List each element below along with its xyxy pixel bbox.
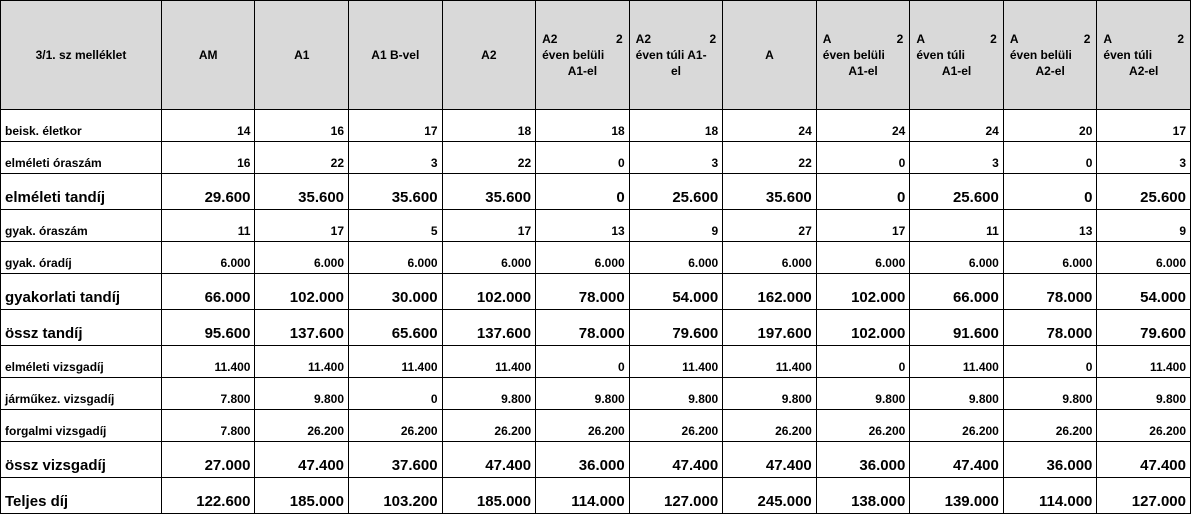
cell-value: 78.000 xyxy=(536,274,630,310)
cell-value: 35.600 xyxy=(723,174,817,210)
table-body xyxy=(1,110,1191,514)
column-header-mid: éven belüli xyxy=(542,48,605,62)
cell-value: 35.600 xyxy=(255,174,349,210)
column-header-line xyxy=(1103,31,1184,47)
cell-value: 17 xyxy=(442,210,536,242)
column-header-num: 2 xyxy=(1177,32,1184,46)
cell-value: 9 xyxy=(1097,210,1191,242)
column-header-top: A2 xyxy=(635,32,652,46)
column-header-line xyxy=(916,31,997,47)
cell-value: 47.400 xyxy=(629,442,723,478)
cell-value: 26.200 xyxy=(255,410,349,442)
cell-value: 79.600 xyxy=(629,310,723,346)
cell-value: 24 xyxy=(816,110,910,142)
cell-value: 17 xyxy=(816,210,910,242)
cell-value: 36.000 xyxy=(1003,442,1097,478)
cell-value: 78.000 xyxy=(1003,310,1097,346)
cell-value: 0 xyxy=(536,174,630,210)
cell-value: 137.600 xyxy=(255,310,349,346)
column-header xyxy=(723,1,817,110)
cell-value: 35.600 xyxy=(442,174,536,210)
cell-value: 6.000 xyxy=(536,242,630,274)
row-label: gyak. óraszám xyxy=(1,210,162,242)
cell-value: 24 xyxy=(910,110,1004,142)
cell-value: 13 xyxy=(1003,210,1097,242)
table-row xyxy=(1,478,1191,514)
row-label: elméleti tandíj xyxy=(1,174,162,210)
cell-value: 29.600 xyxy=(161,174,255,210)
cell-value: 26.200 xyxy=(816,410,910,442)
cell-value: 7.800 xyxy=(161,410,255,442)
cell-value: 6.000 xyxy=(442,242,536,274)
cell-value: 6.000 xyxy=(816,242,910,274)
cell-value: 9.800 xyxy=(816,378,910,410)
cell-value: 6.000 xyxy=(629,242,723,274)
column-header-mid: éven belüli xyxy=(1009,48,1072,62)
cell-value: 11.400 xyxy=(161,346,255,378)
cell-value: 0 xyxy=(816,142,910,174)
cell-value: 137.600 xyxy=(442,310,536,346)
cell-value: 3 xyxy=(910,142,1004,174)
cell-value: 6.000 xyxy=(161,242,255,274)
column-header-top: A xyxy=(822,32,832,46)
cell-value: 9.800 xyxy=(255,378,349,410)
column-header-mid: éven túli A1- xyxy=(635,48,707,62)
cell-value: 0 xyxy=(1003,346,1097,378)
row-label: össz tandíj xyxy=(1,310,162,346)
cell-value: 3 xyxy=(629,142,723,174)
cell-value: 102.000 xyxy=(255,274,349,310)
cell-value: 102.000 xyxy=(816,274,910,310)
cell-value: 139.000 xyxy=(910,478,1004,514)
cell-value: 11.400 xyxy=(349,346,443,378)
cell-value: 26.200 xyxy=(629,410,723,442)
table-row xyxy=(1,410,1191,442)
cell-value: 9.800 xyxy=(1097,378,1191,410)
cell-value: 18 xyxy=(629,110,723,142)
cell-value: 7.800 xyxy=(161,378,255,410)
cell-value: 9.800 xyxy=(629,378,723,410)
column-header-bottom: A1-el xyxy=(848,64,878,78)
column-header xyxy=(1097,1,1191,110)
row-label: Teljes díj xyxy=(1,478,162,514)
cell-value: 95.600 xyxy=(161,310,255,346)
cell-value: 66.000 xyxy=(910,274,1004,310)
cell-value: 17 xyxy=(1097,110,1191,142)
column-header-num: 2 xyxy=(896,32,904,46)
cell-value: 30.000 xyxy=(349,274,443,310)
cell-value: 6.000 xyxy=(1003,242,1097,274)
cell-value: 185.000 xyxy=(442,478,536,514)
column-header-line xyxy=(636,31,717,47)
column-header-top: A xyxy=(916,32,925,46)
cell-value: 47.400 xyxy=(442,442,536,478)
column-header-bottom: A1-el xyxy=(941,64,972,78)
cell-value: 0 xyxy=(816,346,910,378)
cell-value: 79.600 xyxy=(1097,310,1191,346)
cell-value: 27 xyxy=(723,210,817,242)
column-header xyxy=(442,1,536,110)
column-header xyxy=(161,1,255,110)
row-label: elméleti vizsgadíj xyxy=(1,346,162,378)
column-header-bottom: A2-el xyxy=(1129,64,1159,78)
cell-value: 47.400 xyxy=(910,442,1004,478)
row-label: gyakorlati tandíj xyxy=(1,274,162,310)
column-header-bottom: A2-el xyxy=(1035,64,1065,78)
cell-value: 16 xyxy=(255,110,349,142)
cell-value: 36.000 xyxy=(536,442,630,478)
column-header-mid: éven túli xyxy=(1103,48,1153,62)
cell-value: 6.000 xyxy=(349,242,443,274)
cell-value: 102.000 xyxy=(442,274,536,310)
column-header-num: 2 xyxy=(615,32,623,46)
cell-value: 17 xyxy=(349,110,443,142)
cell-value: 26.200 xyxy=(910,410,1004,442)
cell-value: 54.000 xyxy=(1097,274,1191,310)
cell-value: 197.600 xyxy=(723,310,817,346)
table-row xyxy=(1,310,1191,346)
column-header xyxy=(910,1,1004,110)
cell-value: 127.000 xyxy=(629,478,723,514)
cell-value: 127.000 xyxy=(1097,478,1191,514)
cell-value: 138.000 xyxy=(816,478,910,514)
cell-value: 0 xyxy=(1003,174,1097,210)
column-header xyxy=(536,1,630,110)
table-row xyxy=(1,242,1191,274)
cell-value: 114.000 xyxy=(536,478,630,514)
cell-value: 185.000 xyxy=(255,478,349,514)
cell-value: 11.400 xyxy=(1097,346,1191,378)
cell-value: 26.200 xyxy=(349,410,443,442)
cell-value: 245.000 xyxy=(723,478,817,514)
cell-value: 16 xyxy=(161,142,255,174)
cell-value: 6.000 xyxy=(1097,242,1191,274)
cell-value: 13 xyxy=(536,210,630,242)
cell-value: 11.400 xyxy=(442,346,536,378)
cell-value: 47.400 xyxy=(723,442,817,478)
cell-value: 35.600 xyxy=(349,174,443,210)
cell-value: 114.000 xyxy=(1003,478,1097,514)
cell-value: 22 xyxy=(723,142,817,174)
cell-value: 78.000 xyxy=(536,310,630,346)
cell-value: 78.000 xyxy=(1003,274,1097,310)
cell-value: 20 xyxy=(1003,110,1097,142)
cell-value: 9.800 xyxy=(1003,378,1097,410)
column-header xyxy=(1,1,162,110)
cell-value: 6.000 xyxy=(255,242,349,274)
column-header-mid: éven túli xyxy=(916,48,965,62)
row-label: össz vizsgadíj xyxy=(1,442,162,478)
cell-value: 18 xyxy=(442,110,536,142)
table-row xyxy=(1,174,1191,210)
cell-value: 26.200 xyxy=(723,410,817,442)
cell-value: 0 xyxy=(816,174,910,210)
column-header-label: A2 xyxy=(481,48,497,62)
cell-value: 11.400 xyxy=(910,346,1004,378)
cell-value: 9.800 xyxy=(536,378,630,410)
cell-value: 66.000 xyxy=(161,274,255,310)
column-header xyxy=(629,1,723,110)
cell-value: 122.600 xyxy=(161,478,255,514)
row-label: elméleti óraszám xyxy=(1,142,162,174)
column-header-top: A xyxy=(1103,32,1113,46)
cell-value: 54.000 xyxy=(629,274,723,310)
cell-value: 26.200 xyxy=(1097,410,1191,442)
cell-value: 37.600 xyxy=(349,442,443,478)
cell-value: 24 xyxy=(723,110,817,142)
cell-value: 9.800 xyxy=(910,378,1004,410)
cell-value: 22 xyxy=(255,142,349,174)
column-header-line xyxy=(542,31,623,47)
cell-value: 6.000 xyxy=(723,242,817,274)
cell-value: 17 xyxy=(255,210,349,242)
cell-value: 25.600 xyxy=(910,174,1004,210)
table-row xyxy=(1,378,1191,410)
cell-value: 25.600 xyxy=(629,174,723,210)
column-header xyxy=(349,1,443,110)
column-header-top: A xyxy=(1009,32,1019,46)
table-row xyxy=(1,210,1191,242)
cell-value: 47.400 xyxy=(255,442,349,478)
cell-value: 11.400 xyxy=(629,346,723,378)
cell-value: 26.200 xyxy=(442,410,536,442)
cell-value: 0 xyxy=(1003,142,1097,174)
cell-value: 6.000 xyxy=(910,242,1004,274)
column-header-label: AM xyxy=(198,48,218,62)
cell-value: 0 xyxy=(349,378,443,410)
column-header-mid: éven belüli xyxy=(822,48,885,62)
row-label: gyak. óradíj xyxy=(1,242,162,274)
cell-value: 5 xyxy=(349,210,443,242)
column-header-bottom: el xyxy=(670,64,681,78)
column-header-num: 2 xyxy=(990,32,997,46)
cell-value: 11.400 xyxy=(255,346,349,378)
table-row xyxy=(1,274,1191,310)
table-row xyxy=(1,142,1191,174)
column-header xyxy=(816,1,910,110)
column-header-bottom: A1-el xyxy=(567,64,598,78)
cell-value: 18 xyxy=(536,110,630,142)
header-row xyxy=(1,1,1191,110)
cell-value: 0 xyxy=(536,346,630,378)
cell-value: 36.000 xyxy=(816,442,910,478)
table-row xyxy=(1,442,1191,478)
cell-value: 22 xyxy=(442,142,536,174)
column-header-label: A1 B-vel xyxy=(371,48,420,62)
cell-value: 162.000 xyxy=(723,274,817,310)
cell-value: 0 xyxy=(536,142,630,174)
cell-value: 11 xyxy=(910,210,1004,242)
cell-value: 102.000 xyxy=(816,310,910,346)
cell-value: 26.200 xyxy=(1003,410,1097,442)
column-header-num: 2 xyxy=(1083,32,1091,46)
column-header-top: A2 xyxy=(542,32,558,46)
row-label: beisk. életkor xyxy=(1,110,162,142)
cell-value: 3 xyxy=(1097,142,1191,174)
column-header xyxy=(1003,1,1097,110)
cell-value: 14 xyxy=(161,110,255,142)
cell-value: 9.800 xyxy=(442,378,536,410)
column-header-line xyxy=(823,31,904,47)
cell-value: 103.200 xyxy=(349,478,443,514)
cell-value: 26.200 xyxy=(536,410,630,442)
cell-value: 11 xyxy=(161,210,255,242)
row-label: járműkez. vizsgadíj xyxy=(1,378,162,410)
cell-value: 27.000 xyxy=(161,442,255,478)
row-label: forgalmi vizsgadíj xyxy=(1,410,162,442)
column-header-label: A xyxy=(765,48,774,62)
cell-value: 47.400 xyxy=(1097,442,1191,478)
cell-value: 9.800 xyxy=(723,378,817,410)
cell-value: 9 xyxy=(629,210,723,242)
column-header-line xyxy=(1010,31,1091,47)
column-header-num: 2 xyxy=(709,32,717,46)
cell-value: 3 xyxy=(349,142,443,174)
cell-value: 25.600 xyxy=(1097,174,1191,210)
table-row xyxy=(1,110,1191,142)
cell-value: 91.600 xyxy=(910,310,1004,346)
table-row xyxy=(1,346,1191,378)
column-header xyxy=(255,1,349,110)
column-header-label: A1 xyxy=(294,48,310,62)
cell-value: 65.600 xyxy=(349,310,443,346)
column-header-label: 3/1. sz melléklet xyxy=(35,48,127,62)
cell-value: 11.400 xyxy=(723,346,817,378)
